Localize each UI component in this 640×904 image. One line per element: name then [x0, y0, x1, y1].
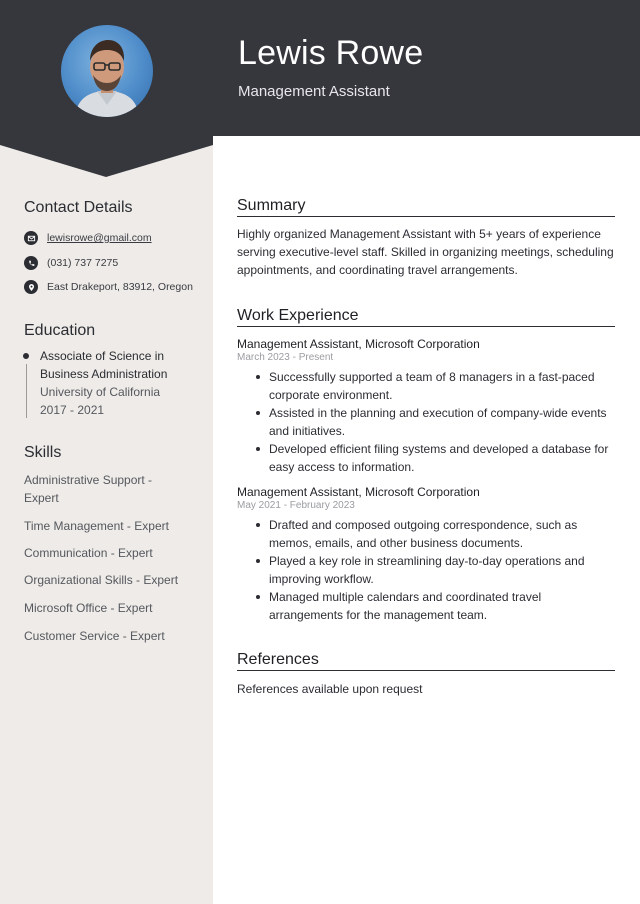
email-link[interactable]: lewisrowe@gmail.com [47, 232, 152, 244]
job-title: Management Assistant, Microsoft Corporation [237, 485, 480, 499]
job-title: Management Assistant, Microsoft Corporation [237, 337, 480, 351]
experience-heading: Work Experience [237, 307, 359, 324]
education-years: 2017 - 2021 [40, 403, 105, 417]
education-heading: Education [24, 322, 96, 339]
job-bullet: Assisted in the planning and execution of company-wide events and initiatives. [253, 404, 613, 440]
job-dates: March 2023 - Present [237, 352, 334, 363]
skill-item: Administrative Support - Expert [24, 473, 153, 505]
header-chevron [0, 135, 213, 177]
mail-icon [24, 231, 38, 245]
applicant-name: Lewis Rowe [238, 34, 424, 72]
job-dates: May 2021 - February 2023 [237, 500, 355, 511]
skill-item: Communication - Expert [24, 546, 153, 560]
phone-icon [24, 256, 38, 270]
education-timeline-line [26, 364, 27, 418]
applicant-title: Management Assistant [238, 83, 390, 100]
summary-text: Highly organized Management Assistant with 5+ years of experience serving executive-level staff. Skilled in organizing meetings, scheduling appointments, and coordinating travel arrangements. [237, 227, 614, 277]
skill-item: Microsoft Office - Expert [24, 601, 153, 615]
references-heading: References [237, 651, 319, 668]
education-degree-line2: Business Administration [40, 367, 168, 381]
contact-email-row [24, 231, 152, 245]
phone-number: (031) 737 7275 [47, 257, 119, 269]
person-photo-icon [61, 25, 153, 117]
skills-heading: Skills [24, 444, 62, 461]
profile-photo [61, 25, 153, 117]
summary-heading: Summary [237, 197, 306, 214]
references-divider [237, 670, 615, 671]
contact-address-row [24, 280, 193, 294]
skill-item: Organizational Skills - Expert [24, 573, 179, 587]
address: East Drakeport, 83912, Oregon [47, 281, 193, 293]
job-bullet: Drafted and composed outgoing correspondence, such as memos, emails, and other business documents. [253, 516, 613, 552]
job-bullets [253, 516, 613, 624]
location-pin-icon [24, 280, 38, 294]
job-bullet: Successfully supported a team of 8 managers in a fast-paced corporate environment. [253, 368, 613, 404]
education-degree-line1: Associate of Science in [40, 349, 165, 363]
references-text: References available upon request [237, 682, 423, 696]
job-bullet: Managed multiple calendars and coordinated travel arrangements for the management team. [253, 588, 613, 624]
job-bullet: Developed efficient filing systems and developed a database for easy access to information. [253, 440, 613, 476]
job-bullets [253, 368, 613, 476]
summary-divider [237, 216, 615, 217]
contact-phone-row [24, 256, 118, 270]
skill-item: Customer Service - Expert [24, 629, 165, 643]
contact-heading: Contact Details [24, 199, 133, 216]
skill-item: Time Management - Expert [24, 519, 169, 533]
education-bullet [23, 353, 29, 359]
experience-divider [237, 326, 615, 327]
job-bullet: Played a key role in streamlining day-to-day operations and improving workflow. [253, 552, 613, 588]
education-school: University of California [40, 385, 161, 399]
